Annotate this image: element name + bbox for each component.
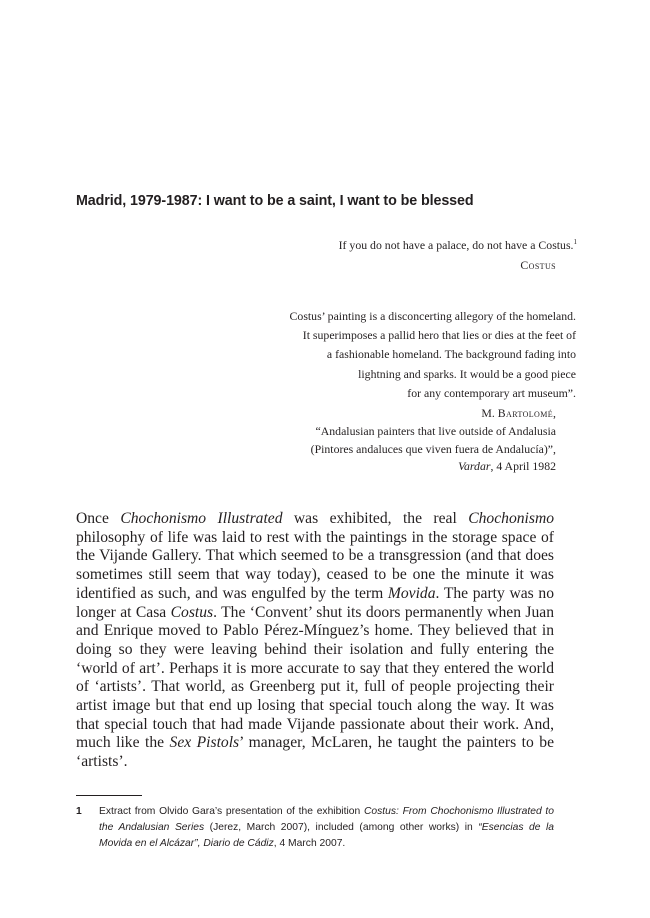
- footnote-text: Extract from Olvido Gara’s presentation of the exhibition Costus: From Chochonismo Illustrated to the Andalusian Series (Jerez, March 2007), included (among other works) in “Esencias de la Movida en el Alcázar”, Diario de Cádiz, 4 March 2007.: [99, 806, 555, 849]
- body-paragraph: Once Chochonismo Illustrated was exhibited, the real Chochonismo philosophy of life was laid to rest with the paintings in the storage space of the Vijande Gallery. That which seemed to be a transgression (and that does sometimes still seem that way today), ceased to be one the minute it was identified as such, and was engulfed by the term Movida. The party was no longer at Casa Costus. The ‘Convent’ shut its doors permanently when Juan and Enrique moved to Pablo Pérez-Mínguez’s home. They believed that in doing so they were leaving behind their isolation and fully entering the ‘world of art’. Perhaps it is more accurate to say that they entered the world of ‘artists’. That world, as Greenberg put it, full of people projecting their artist image but that end up losing that special touch along the way. It was that special touch that had made Vijande passionate about their work. And, much like the Sex Pistols’ manager, McLaren, he taught the painters to be ‘artists’.: [76, 510, 554, 771]
- epigraph-attribution: [236, 405, 556, 476]
- footnote-divider: [76, 795, 142, 796]
- epigraph-source-title: “Andalusian painters that live outside of Andalusia: [315, 423, 556, 438]
- epigraph-bartolome: [236, 307, 576, 476]
- footnote: [76, 804, 554, 851]
- epigraph-quote: If you do not have a palace, do not have a Costus.$^1$: [338, 238, 577, 252]
- epigraph-line: for any contemporary art museum”.: [407, 385, 576, 400]
- footnote-number: 1: [76, 806, 82, 817]
- epigraph-line: Costus’ painting is a disconcerting allegory of the homeland.: [289, 309, 576, 323]
- footnote-ref-1[interactable]: 1: [573, 238, 577, 247]
- epigraph-line: It superimposes a pallid hero that lies or dies at the feet of: [302, 328, 576, 343]
- epigraph-author: M. Bartolomé,: [481, 406, 556, 421]
- section-heading: Madrid, 1979-1987: I want to be a saint, I want to be blessed: [76, 193, 474, 209]
- epigraph-author: Costus: [520, 258, 556, 272]
- epigraph-line: lightning and sparks. It would be a good piece: [358, 366, 576, 381]
- epigraph-source-title-es: (Pintores andaluces que viven fuera de Andalucía)”,: [310, 441, 556, 456]
- epigraph-line: a fashionable homeland. The background fading into: [326, 347, 576, 362]
- epigraph-source-pub: Vardar, 4 April 1982: [458, 459, 556, 474]
- epigraph-costus: [338, 235, 577, 275]
